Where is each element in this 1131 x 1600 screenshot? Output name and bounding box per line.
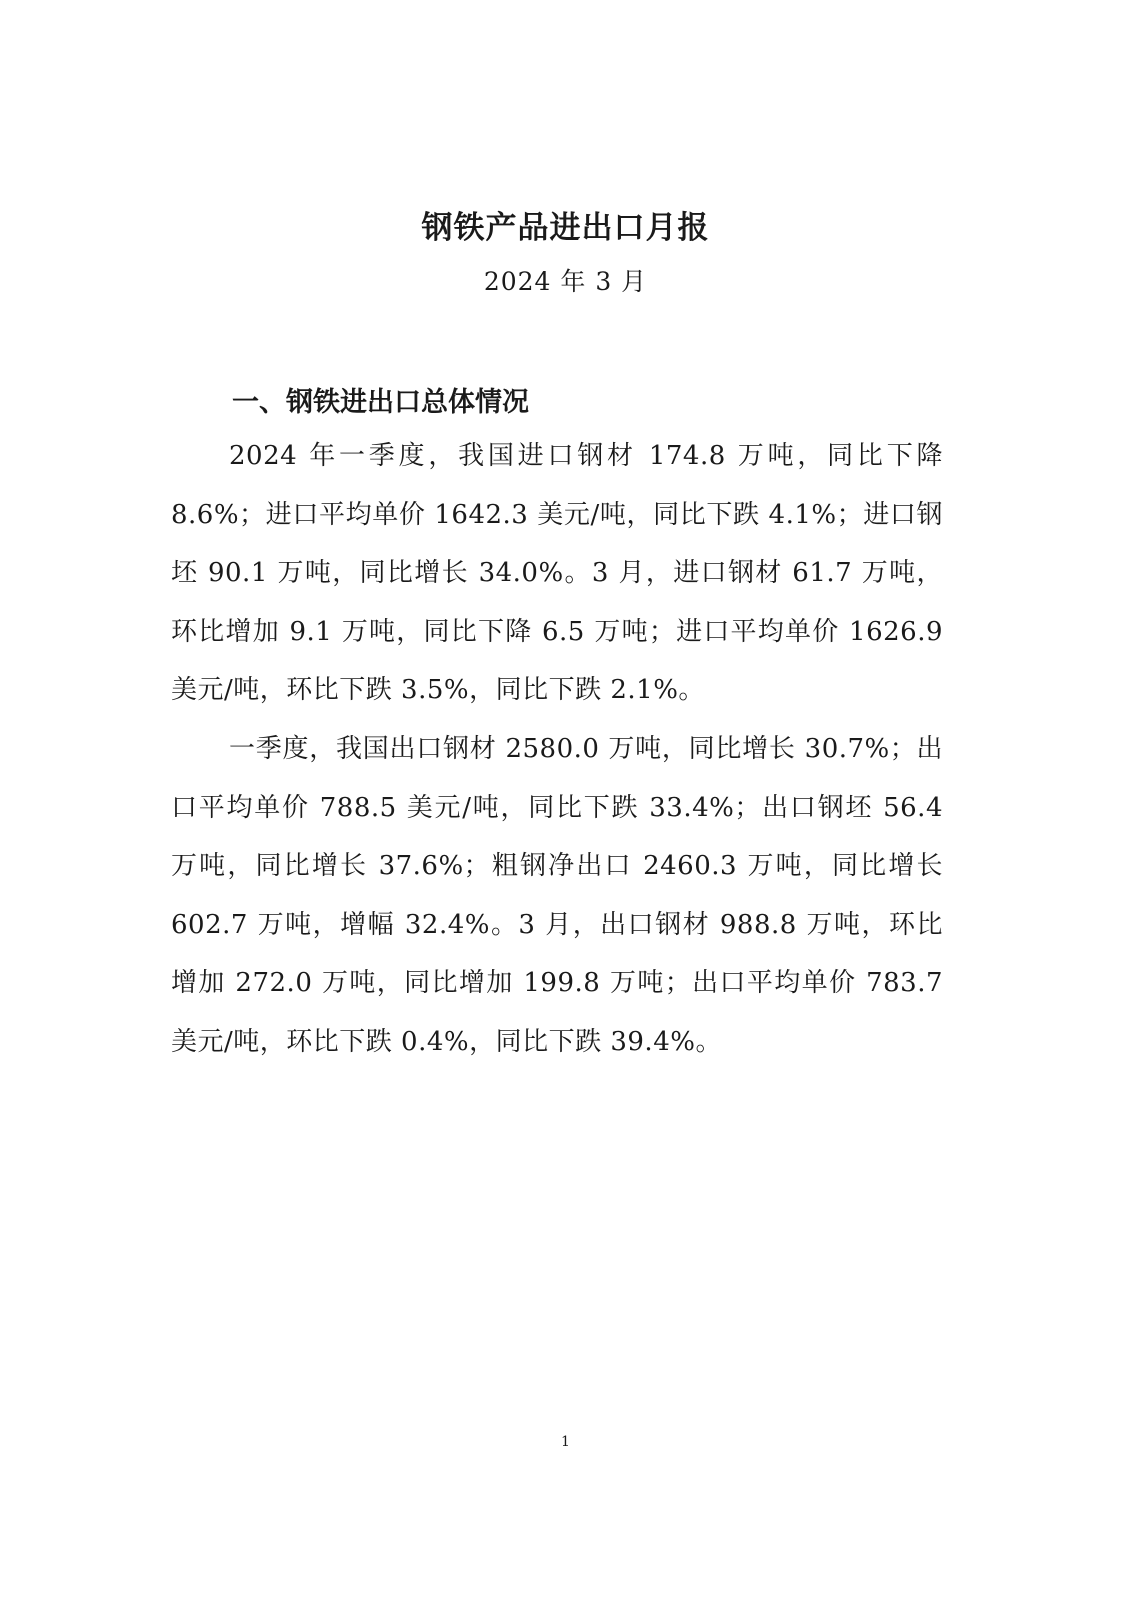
section-heading: 一、钢铁进出口总体情况 (232, 387, 529, 418)
document-title: 钢铁产品进出口月报 (421, 210, 710, 246)
document-date: 2024 年 3 月 (483, 267, 648, 296)
paragraph-exports: 一季度，我国出口钢材 2580.0 万吨，同比增长 30.7%；出口平均单价 788.5 美元/吨，同比下跌 33.4%；出口钢坯 56.4 万吨，同比增长 37.6%；粗钢净出口 2460.3 万吨，同比增长 602.7 万吨，增幅 32.4%。3 月，出口钢材 988.8 万吨，环比增加 272.0 万吨，同比增加 199.8 万吨；出口平均单价 783.7 美元/吨，环比下跌 0.4%，同比下跌 39.4%。 (171, 734, 943, 1057)
page-number: 1 (561, 1434, 570, 1450)
paragraph-imports: 2024 年一季度，我国进口钢材 174.8 万吨，同比下降 8.6%；进口平均单价 1642.3 美元/吨，同比下跌 4.1%；进口钢坯 90.1 万吨，同比增长 34.0%。3 月，进口钢材 61.7 万吨，环比增加 9.1 万吨，同比下降 6.5 万吨；进口平均单价 1626.9 美元/吨，环比下跌 3.5%，同比下跌 2.1%。 (171, 441, 943, 706)
